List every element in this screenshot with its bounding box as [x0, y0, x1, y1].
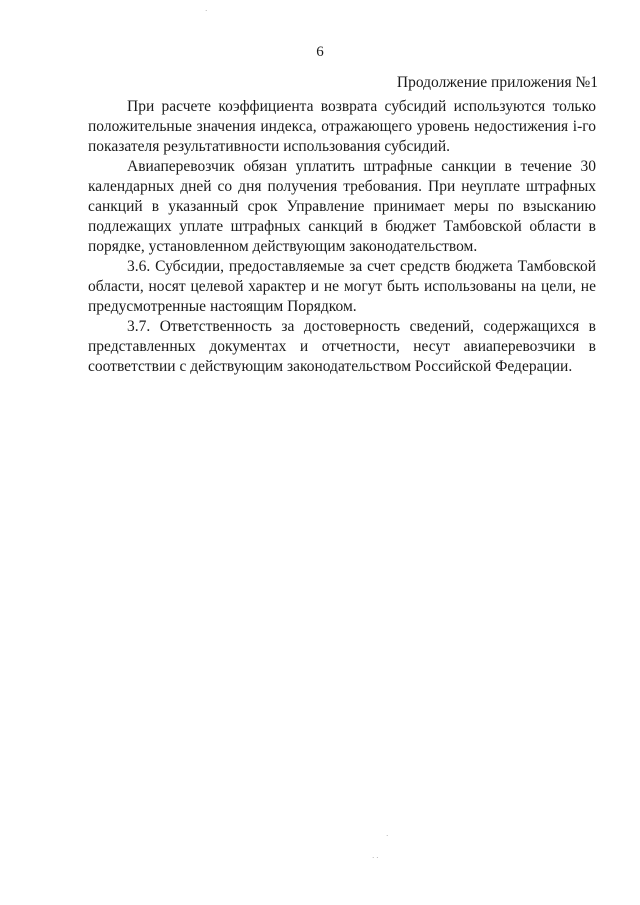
paragraph-penalty-payment: Авиаперевозчик обязан уплатить штрафные санкции в течение 30 календарных дней со дня получения требования. При неуплате штрафных санкций в указанный срок Управление принимает меры по взысканию подлежащих уплате штрафных санкций в бюджет Тамбовской области в порядке, установленном действующим законодательством. — [88, 158, 596, 255]
scan-speck: · — [386, 832, 389, 840]
scan-speck: · — [205, 7, 208, 15]
appendix-continuation-note: Продолжение приложения №1 — [396, 74, 598, 91]
page-number: 6 — [316, 44, 324, 60]
paragraph-3-7-responsibility: 3.7. Ответственность за достоверность сведений, содержащихся в представленных документах и отчетности, несут авиаперевозчики в соответствии с действующим законодательством Российской Федерации. — [88, 318, 596, 375]
document-body — [88, 97, 596, 377]
scan-speck: · · — [372, 854, 379, 862]
paragraph-3-6-subsidy-purpose: 3.6. Субсидии, предоставляемые за счет средств бюджета Тамбовской области, носят целевой характер и не могут быть использованы на цели, не предусмотренные настоящим Порядком. — [88, 258, 596, 315]
paragraph-refund-coefficient: При расчете коэффициента возврата субсидий используются только положительные значения индекса, отражающего уровень недостижения i-го показателя результативности использования субсидий. — [88, 98, 596, 155]
